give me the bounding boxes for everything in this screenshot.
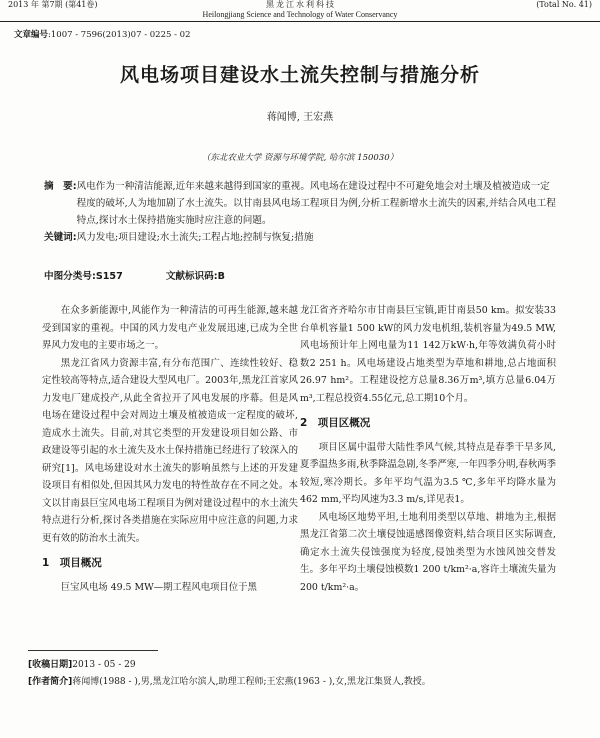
received-value: 2013 - 05 - 29 <box>72 660 136 670</box>
received-date <box>28 657 573 674</box>
body-paragraph: 黑龙江省风力资源丰富,有分布范围广、连续性较好、稳定性较高等特点,适合建设大型风电厂。2003年,黑龙江首家风力发电厂建成投产,从此全省拉开了风电发展的序幕。但是风电场在建设过程中会对周边土壤及植被造成一定程度的破坏,造成水土流失。目前,对其它类型的开发建设项目如公路、市政建设等引起的水土流失及水土保持措施已经进行了较深入的研究[1]。风电场建设对水土流失的影响虽然与上述的开发建设项目有相似处,但因其风力发电的特性故存在不同之处。本文以甘南县巨宝风电场工程项目为例对建设过程中的水土流失特点进行分析,探讨各类措施在实际应用中应注意的问题,力求更有效的防治水土流失。 <box>42 357 298 544</box>
author-bio-value: 蒋闻博(1988 - ),男,黑龙江哈尔滨人,助理工程师;王宏燕(1963 - ),女,黑龙江集贤人,教授。 <box>72 677 431 687</box>
doc-code <box>166 271 225 282</box>
keywords-label: 关键词: <box>44 232 77 243</box>
classification-value: S157 <box>95 271 123 282</box>
section-heading-1: 1 项目概况 <box>42 557 102 569</box>
keywords-text: 风力发电;项目建设;水土流失;工程占地;控制与恢复;措施 <box>76 232 314 243</box>
running-header <box>0 0 600 22</box>
abstract-label: 摘 要: <box>44 181 77 192</box>
paper-title: 风电场项目建设水土流失控制与措施分析 <box>119 64 480 86</box>
classification-line <box>44 268 265 282</box>
body-right-column <box>300 302 556 596</box>
body-paragraph: 风电场区地势平坦,土地利用类型以草地、耕地为主,根据黑龙江省第二次土壤侵蚀遥感图像资料,结合项目区实际调查,确定水土流失侵蚀强度为轻度,侵蚀类型为水蚀风蚀交替发生。多年平均土壤侵蚀模数1 200 t/km²·a,容许土壤流失量为200 t/km²·a。 <box>300 511 556 593</box>
journal-title-en: Heilongjiang Science and Technology of Water Conservancy <box>202 10 398 19</box>
section-heading-2: 2 项目区概况 <box>300 417 371 429</box>
article-number <box>14 28 191 40</box>
keywords <box>44 229 556 246</box>
abstract-block <box>44 178 556 246</box>
article-number-label: 文章编号 <box>14 30 49 40</box>
body-paragraph: 巨宝风电场 49.5 MW—期工程风电项目位于黑 <box>60 581 257 593</box>
issue-info: 2013 年 第7期 (第41卷) <box>8 0 98 9</box>
received-label: [收稿日期] <box>28 660 73 670</box>
journal-title <box>150 0 450 20</box>
authors: 蒋闻博, 王宏燕 <box>266 112 334 123</box>
journal-title-cn: 黑 龙 江 水 利 科 技 <box>266 0 334 9</box>
doc-code-value: B <box>217 271 225 282</box>
footnote-rule <box>28 650 158 651</box>
article-number-value: :1007 - 7596(2013)07 - 0225 - 02 <box>48 30 191 40</box>
header-rule <box>0 21 600 22</box>
abstract-text: 风电作为一种清洁能源,近年来越来越得到国家的重视。风电场在建设过程中不可避免地会对土壤及植被造成一定程度的破坏,人为地加剧了水土流失。以甘南县风电场工程项目为例,分析工程新增水土流失的因素,并结合风电工程特点,探讨水土保持措施实施时应注意的问题。 <box>76 181 556 226</box>
body-paragraph: 项目区属中温带大陆性季风气候,其特点是春季干旱多风,夏季温热多雨,秋季降温急剧,冬季严寒,一年四季分明,春秋两季较短,寒冷期长。多年平均气温为3.5 ℃,多年平均降水量为462 mm,平均风速为3.3 m/s,详见表1。 <box>300 441 556 505</box>
doc-code-label: 文献标识码: <box>165 271 218 282</box>
body-paragraph: 在众多新能源中,风能作为一种清洁的可再生能源,越来越受到国家的重视。中国的风力发电产业发展迅速,已成为全世界风力发电的主要市场之一。 <box>42 305 298 351</box>
body-left-column <box>42 302 298 596</box>
body-paragraph: 龙江省齐齐哈尔市甘南县巨宝镇,距甘南县50 km。拟安装33台单机容量1 500 kW的风力发电机组,装机容量为49.5 MW,风电场预计年上网电量为11 142万kW·h,年等效满负荷小时数2 251 h。风电场建设占地类型为草地和耕地,总占地面积26.97 hm²。工程建设挖方总量8.36万m³,填方总量6.04万m³,工程总投资4.55亿元,总工期10个月。 <box>300 305 556 404</box>
footnotes <box>28 657 573 691</box>
classification <box>44 271 123 282</box>
abstract <box>44 178 556 229</box>
classification-label: 中图分类号: <box>44 271 96 282</box>
author-bio <box>28 674 573 691</box>
affiliation: （东北农业大学 资源与环境学院, 哈尔滨 150030） <box>201 153 399 163</box>
author-bio-label: [作者简介] <box>28 677 73 687</box>
total-number: (Total No. 41) <box>536 0 592 9</box>
